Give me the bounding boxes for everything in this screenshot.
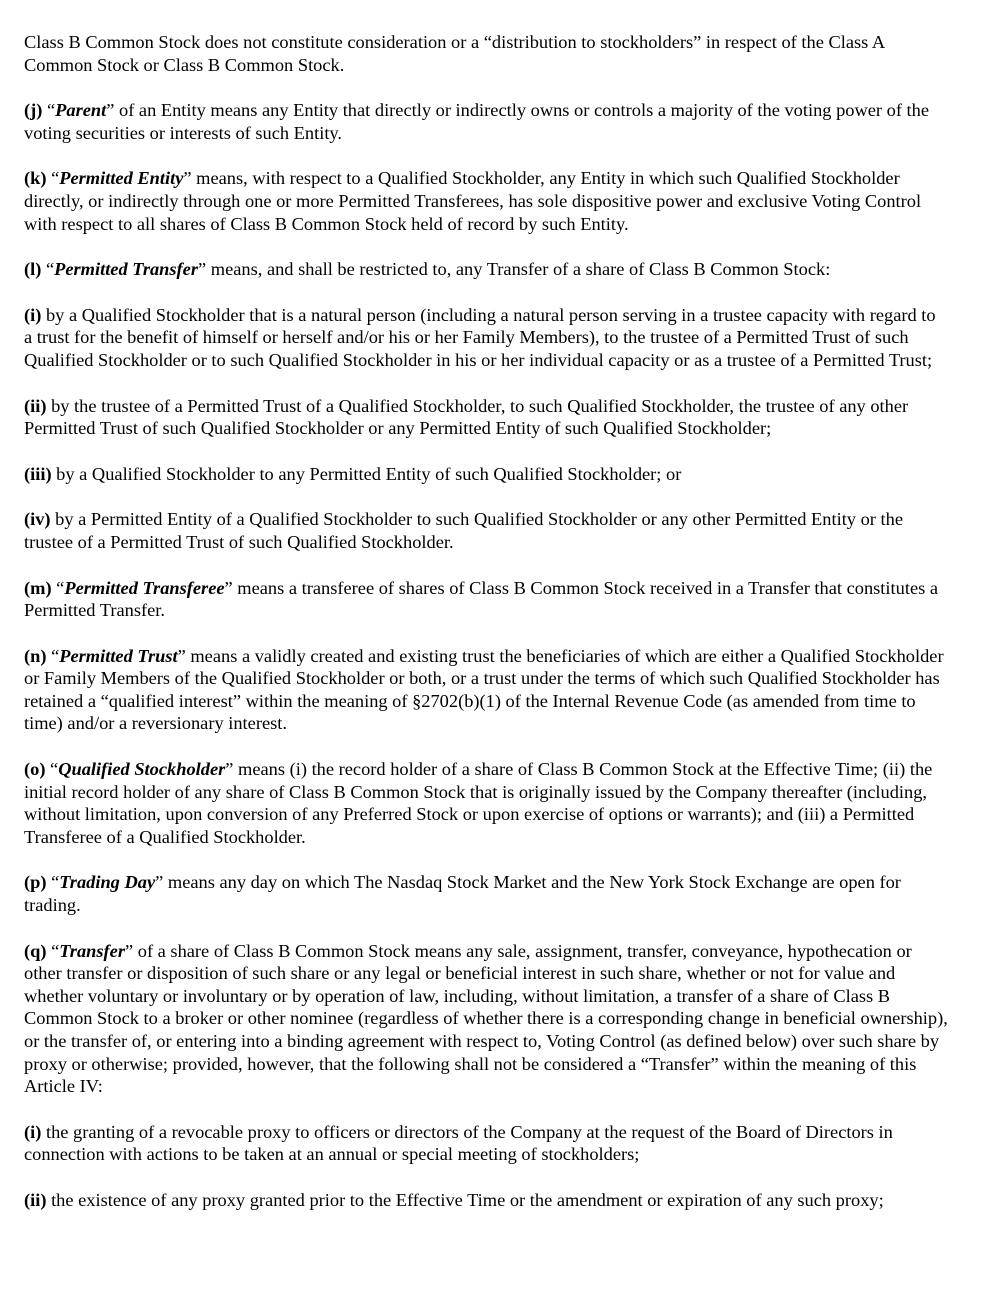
subclause-label: (iv) xyxy=(24,509,51,530)
subclause-label: (i) xyxy=(24,304,42,325)
subclause-label: (i) xyxy=(24,1121,42,1142)
definition-trading-day xyxy=(24,871,948,916)
subclause-l-iv xyxy=(24,508,948,553)
definition-permitted-transfer xyxy=(24,258,948,281)
open-quote: “ xyxy=(46,940,60,961)
defined-term: Qualified Stockholder xyxy=(58,759,226,780)
definition-text: ” means, and shall be restricted to, any Transfer of a share of Class B Common Stock: xyxy=(198,259,831,280)
definition-text: ” of an Entity means any Entity that directly or indirectly owns or controls a majority of the voting power of the voting securities or interests of such Entity. xyxy=(24,100,930,143)
section-label: (j) xyxy=(24,100,43,121)
subclause-label: (iii) xyxy=(24,463,52,484)
defined-term: Permitted Transferee xyxy=(64,577,225,598)
definition-permitted-trust xyxy=(24,645,948,735)
defined-term: Transfer xyxy=(59,940,125,961)
defined-term: Permitted Entity xyxy=(59,168,184,189)
defined-term: Permitted Trust xyxy=(59,645,178,666)
open-quote: “ xyxy=(45,759,59,780)
definition-text: ” means, with respect to a Qualified Stockholder, any Entity in which such Qualified Stockholder directly, or indirectly through one or more Permitted Transferees, has sole dispositive power and exclusive Voting Control with respect to all shares of Class B Common Stock held of record by such Entity. xyxy=(24,168,922,234)
subclause-text: by a Qualified Stockholder that is a natural person (including a natural person serving in a trustee capacity with regard to a trust for the benefit of himself or herself and/or his or her Family Members), to the trustee of a Permitted Trust of such Qualified Stockholder or to such Qualified Stockholder in his or her individual capacity or as a trustee of a Permitted Trust; xyxy=(24,304,936,370)
subclause-text: by the trustee of a Permitted Trust of a Qualified Stockholder, to such Qualified Stockholder, the trustee of any other Permitted Trust of such Qualified Stockholder or any Permitted Entity of such Qualified Stockholder; xyxy=(24,395,909,439)
subclause-l-iii xyxy=(24,463,948,486)
definition-parent xyxy=(24,99,948,144)
section-label: (q) xyxy=(24,940,47,961)
subclause-l-i xyxy=(24,304,948,372)
definition-text: ” means any day on which The Nasdaq Stock Market and the New York Stock Exchange are open for trading. xyxy=(24,872,901,916)
definition-permitted-transferee xyxy=(24,577,948,622)
section-label: (m) xyxy=(24,577,52,598)
defined-term: Permitted Transfer xyxy=(54,259,198,280)
open-quote: “ xyxy=(46,645,60,666)
definition-text: ” means a validly created and existing trust the beneficiaries of which are either a Qualified Stockholder or Family Members of the Qualified Stockholder or both, or a trust under the terms of which such Qualified Stockholder has retained a “qualified interest” within the meaning of §2702(b)(1) of the Internal Revenue Code (as amended from time to time) and/or a reversionary interest. xyxy=(24,645,944,734)
definition-transfer xyxy=(24,940,948,1098)
subclause-q-ii xyxy=(24,1189,948,1212)
defined-term: Trading Day xyxy=(59,872,156,893)
subclause-text: by a Qualified Stockholder to any Permitted Entity of such Qualified Stockholder; or xyxy=(51,463,682,484)
open-quote: “ xyxy=(51,577,65,598)
open-quote: “ xyxy=(46,872,60,893)
section-label: (l) xyxy=(24,259,42,280)
document-page xyxy=(24,31,948,1235)
subclause-q-i xyxy=(24,1121,948,1166)
subclause-text: the granting of a revocable proxy to officers or directors of the Company at the request of the Board of Directors in connection with actions to be taken at an annual or special meeting of stockholders; xyxy=(24,1121,893,1165)
open-quote: “ xyxy=(41,259,55,280)
definition-text: ” means (i) the record holder of a share of Class B Common Stock at the Effective Time; (ii) the initial record holder of any share of Class B Common Stock that is originally issued by the Company thereafter (including, without limitation, upon conversion of any Preferred Stock or upon exercise of options or warrants); and (iii) a Permitted Transferee of a Qualified Stockholder. xyxy=(24,759,933,847)
defined-term: Parent xyxy=(55,100,107,121)
paragraph-text: Class B Common Stock does not constitute consideration or a “distribution to stockholders” in respect of the Class A Common Stock or Class B Common Stock. xyxy=(24,32,885,75)
subclause-label: (ii) xyxy=(24,395,47,416)
definition-permitted-entity xyxy=(24,167,948,235)
definition-text: ” means a transferee of shares of Class B Common Stock received in a Transfer that constitutes a Permitted Transfer. xyxy=(24,577,939,621)
subclause-text: by a Permitted Entity of a Qualified Stockholder to such Qualified Stockholder or any other Permitted Entity or the trustee of a Permitted Trust of such Qualified Stockholder. xyxy=(24,509,903,552)
subclause-l-ii xyxy=(24,395,948,440)
section-label: (p) xyxy=(24,872,47,893)
open-quote: “ xyxy=(42,100,56,121)
section-label: (n) xyxy=(24,645,47,666)
subclause-text: the existence of any proxy granted prior to the Effective Time or the amendment or expiration of any such proxy; xyxy=(46,1189,884,1210)
section-label: (k) xyxy=(24,168,47,189)
paragraph-intro xyxy=(24,31,948,76)
subclause-label: (ii) xyxy=(24,1189,47,1210)
definition-text: ” of a share of Class B Common Stock means any sale, assignment, transfer, conveyance, hypothecation or other transfer or disposition of such share or any legal or beneficial interest in such share, whether or not for value and whether voluntary or involuntary or by operation of law, including, without limitation, a transfer of a share of Class B Common Stock to a broker or other nominee (regardless of whether there is a corresponding change in beneficial ownership), or the transfer of, or entering into a binding agreement with respect to, Voting Control (as defined below) over such share by proxy or otherwise; provided, however, that the following shall not be considered a “Transfer” within the meaning of this Article IV: xyxy=(24,940,948,1097)
definition-qualified-stockholder xyxy=(24,758,948,848)
open-quote: “ xyxy=(46,168,60,189)
section-label: (o) xyxy=(24,759,46,780)
